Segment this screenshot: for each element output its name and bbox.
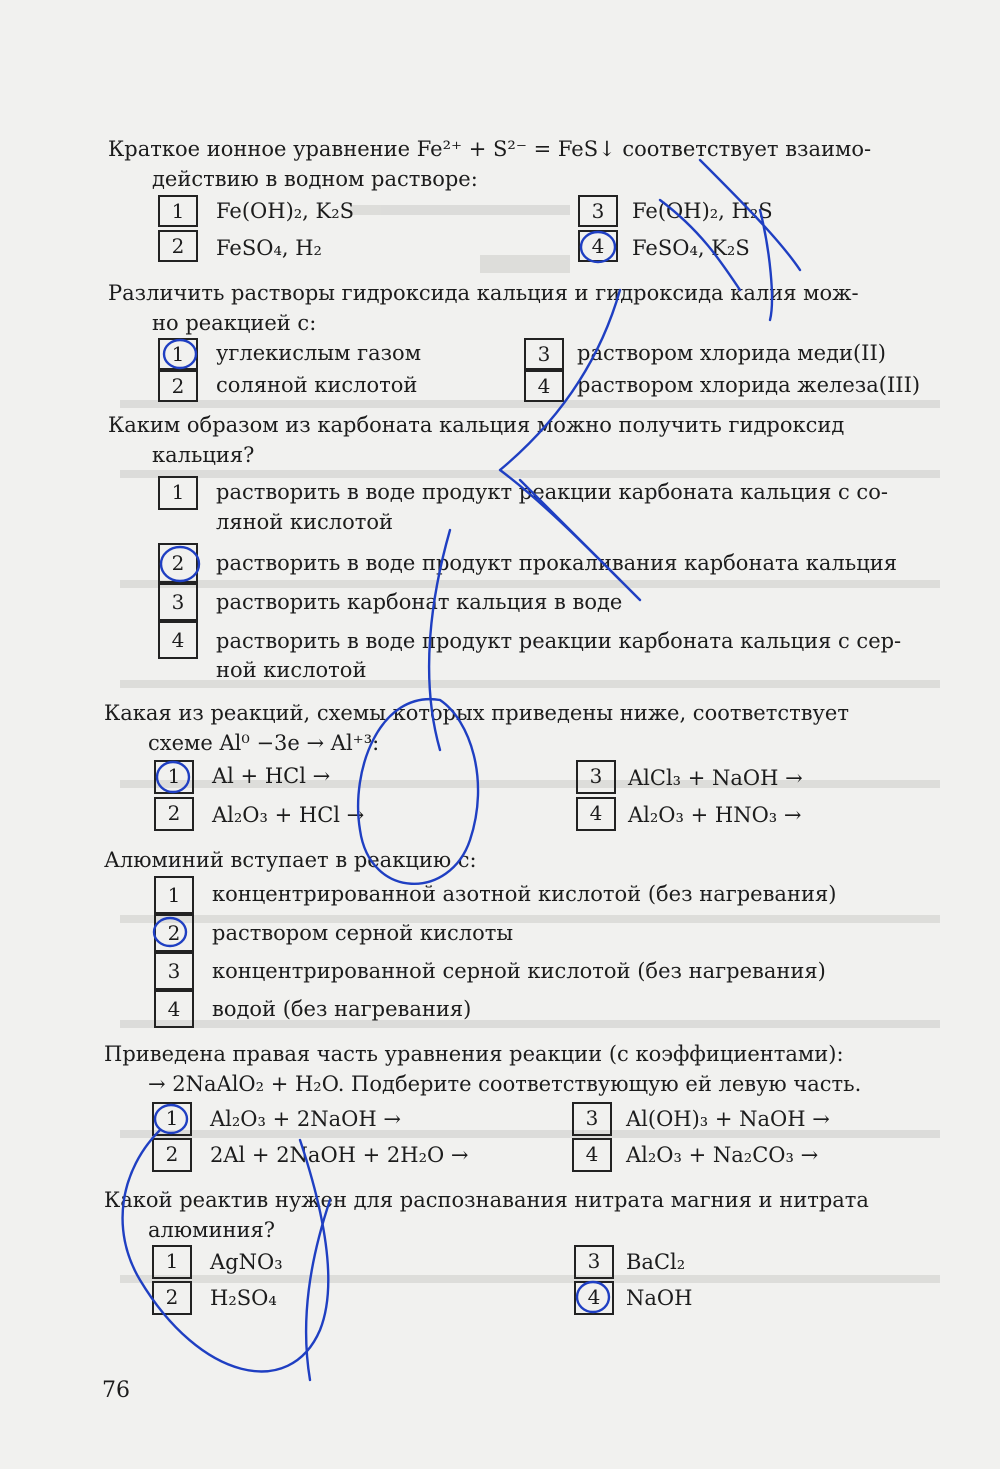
q11-option-1-box[interactable]: 1 — [158, 338, 198, 370]
q12-option-4-text: растворить в воде продукт реакции карбоната кальция с сер- — [216, 629, 902, 653]
q10-option-2-box[interactable]: 2 — [158, 230, 198, 262]
question-16 — [104, 1185, 964, 1245]
question-10-stem-line1: Краткое ионное уравнение Fe²⁺ + S²⁻ = FeS↓ соответствует взаимо- — [108, 137, 872, 161]
q12-option-3-box[interactable]: 3 — [158, 583, 198, 621]
q12-option-1-text-cont: ляной кислотой — [216, 510, 394, 534]
q12-option-2-box[interactable]: 2 — [158, 543, 198, 583]
q15-option-1-text: Al₂O₃ + 2NaOH → — [210, 1107, 401, 1131]
question-14-stem-line1: Алюминий вступает в реакцию с: — [104, 848, 477, 872]
question-13 — [104, 698, 964, 758]
q15-option-3-text: Al(OH)₃ + NaOH → — [626, 1107, 830, 1131]
question-10 — [108, 134, 958, 194]
q10-option-4-box[interactable]: 4 — [578, 230, 618, 262]
question-12-stem-line2: кальция? — [152, 443, 255, 467]
q10-option-3-text: Fe(OH)₂, H₂S — [632, 199, 773, 223]
q16-option-3-text: BaCl₂ — [626, 1250, 686, 1274]
q10-option-3-box[interactable]: 3 — [578, 195, 618, 227]
q15-option-3-box[interactable]: 3 — [572, 1102, 612, 1136]
q15-option-4-box[interactable]: 4 — [572, 1138, 612, 1172]
question-12 — [108, 410, 958, 470]
q11-option-4-box[interactable]: 4 — [524, 370, 564, 402]
q12-option-4-text-cont: ной кислотой — [216, 658, 367, 682]
q11-option-3-box[interactable]: 3 — [524, 338, 564, 370]
q11-option-2-box[interactable]: 2 — [158, 370, 198, 402]
q15-option-2-box[interactable]: 2 — [152, 1138, 192, 1172]
q16-option-4-box[interactable]: 4 — [574, 1281, 614, 1315]
question-14 — [104, 845, 964, 875]
q11-option-1-text: углекислым газом — [216, 341, 422, 365]
question-15-stem-line1: Приведена правая часть уравнения реакции (с коэффициентами): — [104, 1042, 844, 1066]
q13-option-1-text: Al + HCl → — [212, 764, 331, 788]
q15-option-4-text: Al₂O₃ + Na₂CO₃ → — [626, 1143, 819, 1167]
question-11 — [108, 278, 958, 338]
q15-option-1-box[interactable]: 1 — [152, 1102, 192, 1136]
q12-option-3-text: растворить карбонат кальция в воде — [216, 590, 623, 614]
q13-option-4-text: Al₂O₃ + HNO₃ → — [628, 803, 802, 827]
q14-option-3-text: концентрированной серной кислотой (без нагревания) — [212, 959, 826, 983]
q10-option-1-box[interactable]: 1 — [158, 195, 198, 227]
q13-option-4-box[interactable]: 4 — [576, 797, 616, 831]
q13-option-2-text: Al₂O₃ + HCl → — [212, 803, 365, 827]
q12-option-2-text: растворить в воде продукт прокаливания карбоната кальция — [216, 551, 897, 575]
q14-option-4-box[interactable]: 4 — [154, 990, 194, 1028]
q15-option-2-text: 2Al + 2NaOH + 2H₂O → — [210, 1143, 469, 1167]
q16-option-2-box[interactable]: 2 — [152, 1281, 192, 1315]
q16-option-1-text: AgNO₃ — [210, 1250, 283, 1274]
q11-option-2-text: соляной кислотой — [216, 373, 418, 397]
q12-option-4-box[interactable]: 4 — [158, 621, 198, 659]
q13-option-3-box[interactable]: 3 — [576, 760, 616, 794]
question-13-stem-line1: Какая из реакций, схемы которых приведены ниже, соответствует — [104, 701, 849, 725]
q14-option-4-text: водой (без нагревания) — [212, 997, 472, 1021]
q14-option-1-box[interactable]: 1 — [154, 876, 194, 914]
question-12-stem-line1: Каким образом из карбоната кальция можно получить гидроксид — [108, 413, 845, 437]
q16-option-4-text: NaOH — [626, 1286, 693, 1310]
question-11-stem-line2: но реакцией с: — [152, 311, 317, 335]
q16-option-2-text: H₂SO₄ — [210, 1286, 277, 1310]
q11-option-3-text: раствором хлорида меди(II) — [577, 341, 886, 365]
q12-option-1-text: растворить в воде продукт реакции карбоната кальция с со- — [216, 480, 888, 504]
question-13-stem-line2: схеме Al⁰ −3e → Al⁺³: — [148, 731, 380, 755]
q13-option-1-box[interactable]: 1 — [154, 760, 194, 794]
q10-option-1-text: Fe(OH)₂, K₂S — [216, 199, 355, 223]
q11-option-4-text: раствором хлорида железа(III) — [577, 373, 921, 397]
question-16-stem-line1: Какой реактив нужен для распознавания нитрата магния и нитрата — [104, 1188, 869, 1212]
q10-option-2-text: FeSO₄, H₂ — [216, 236, 322, 260]
q13-option-3-text: AlCl₃ + NaOH → — [628, 766, 803, 790]
q13-option-2-box[interactable]: 2 — [154, 797, 194, 831]
q12-option-1-box[interactable]: 1 — [158, 476, 198, 510]
q10-option-4-text: FeSO₄, K₂S — [632, 236, 750, 260]
question-10-stem-line2: действию в водном растворе: — [152, 167, 478, 191]
question-11-stem-line1: Различить растворы гидроксида кальция и гидроксида калия мож- — [108, 281, 859, 305]
q14-option-2-text: раствором серной кислоты — [212, 921, 514, 945]
q14-option-3-box[interactable]: 3 — [154, 952, 194, 990]
question-15-stem-line2: → 2NaAlO₂ + H₂O. Подберите соответствующую ей левую часть. — [148, 1072, 862, 1096]
q14-option-2-box[interactable]: 2 — [154, 914, 194, 952]
question-16-stem-line2: алюминия? — [148, 1218, 275, 1242]
question-15 — [104, 1039, 964, 1099]
page-number: 76 — [102, 1378, 130, 1403]
q16-option-1-box[interactable]: 1 — [152, 1245, 192, 1279]
q14-option-1-text: концентрированной азотной кислотой (без нагревания) — [212, 882, 837, 906]
q16-option-3-box[interactable]: 3 — [574, 1245, 614, 1279]
